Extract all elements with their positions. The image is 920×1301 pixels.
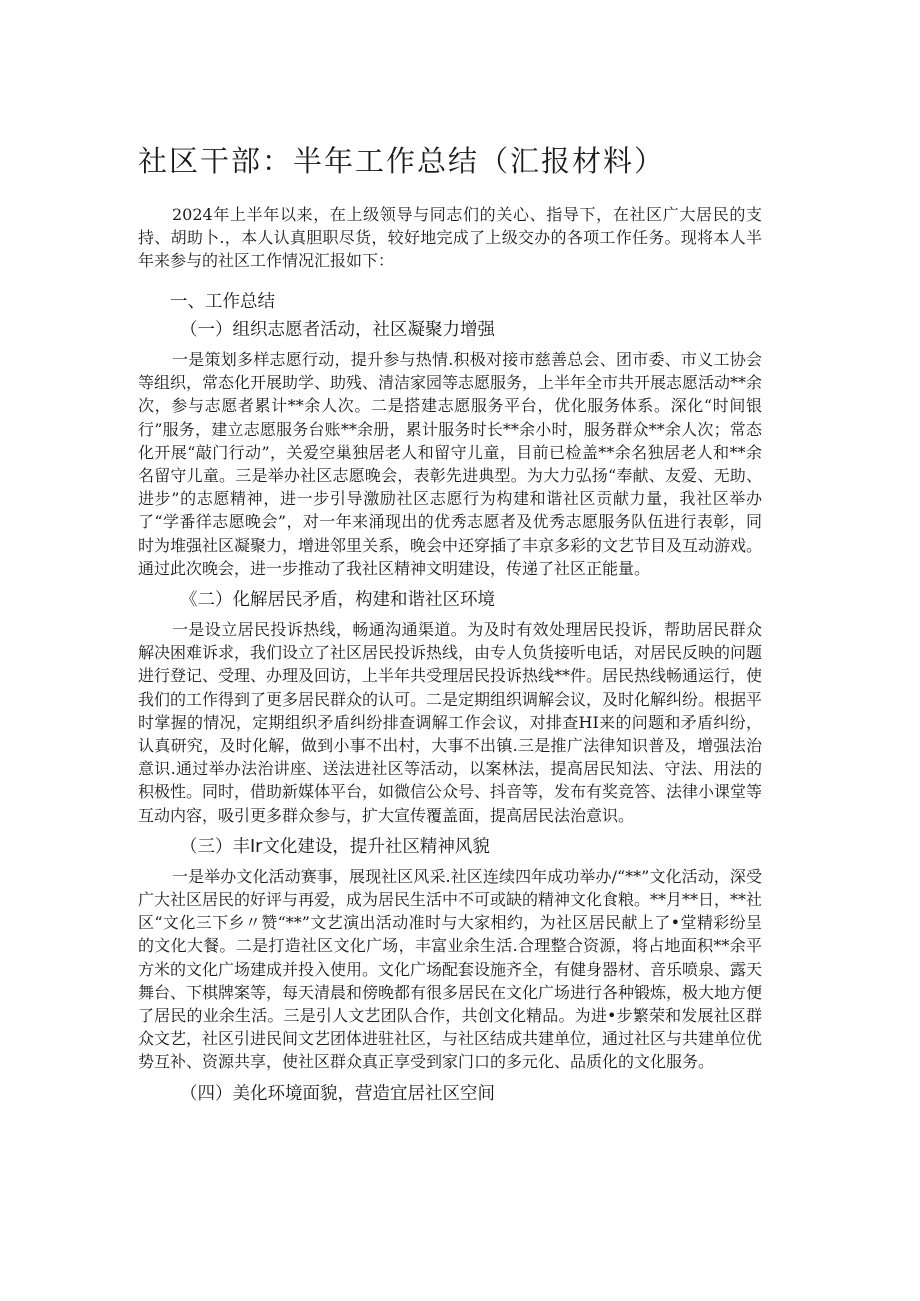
subsection-body-culture: 一是举办文化活动赛事，展现社区风采.社区连续四年成功举办/“**”文化活动，深受广大社区居民的好评与再爱，成为居民生活中不可或缺的精神文化食粮。**月**日，**社区“文化三下乡〃赞“**”文艺演出活动准时与大家相约，为社区居民献上了•堂精彩纷呈的文化大餐。二是打造社区文化广场，丰富业余生活.合理整合资源，将占地面积**余平方米的文化广场建成并投入使用。文化广场配套设施齐全，有健身器材、音乐喷泉、露天舞台、下棋牌案等，每天清晨和傍晚都有很多居民在文化广场进行各种锻炼，极大地方便了居民的业余生活。三是引人文艺团队合作，共创文化精品。为进•步繁荣和发展社区群众文艺，社区引进民间文艺团体进驻社区，与社区结成共建单位，通过社区与共建单位优势互补、资源共享，使社区群众真正享受到家门口的多元化、品质化的文化服务。 [138, 866, 763, 1072]
subsection-body-resident-disputes: 一是设立居民投诉热线，畅通沟通渠道。为及时有效处理居民投诉，帮助居民群众解决困难诉求，我们设立了社区居民投诉热线，由专人负货接听电话，对居民反映的问题进行登记、受理、办理及回访，上半年共受理居民投诉热线**件。居民热线畅通运行，使我们的工作得到了更多居民群众的认可。二是定期组织调解会议，及时化解纠纷。根据平时掌握的情况，定期组织矛盾纠纷排查调解工作会议，对排查HI来的问题和矛盾纠纷，认真研究，及时化解，做到小事不出村，大事不出镇.三是推广法律知识普及，增强法治意识.通过举办法治讲座、送法进社区等活动，以案林法，提高居民知法、守法、用法的积极性。同时，借助新媒体平台，如微信公众号、抖音等，发布有奖竞答、法律小课堂等互动内容，吸引更多群众参与，扩大宣传覆盖面，提高居民法治意识。 [138, 620, 763, 825]
document-title: 社区干部：半年工作总结（汇报材料） [138, 144, 666, 178]
subsection-heading-resident-disputes: 《二）化解居民矛盾，构建和谐社区环境 [180, 590, 495, 611]
section-heading-work-summary: 一、工作总结 [170, 292, 275, 312]
subsection-heading-culture: （三）丰Ir文化建设，提升社区精神风貌 [180, 836, 490, 857]
subsection-heading-volunteer: （一）组织志愿者活动，社区凝聚力增强 [180, 320, 495, 340]
intro-paragraph: 2024年上半年以来，在上级领导与同志们的关心、指导下，在社区广大居民的支持、胡助卜.，本人认真胆职尽货，较好地完成了上级交办的各项工作任务。现将本人半年来参与的社区工作情况汇报如下： [138, 205, 762, 270]
subsection-heading-environment: （四）美化环境面貌，营造宜居社区空间 [180, 1083, 495, 1104]
subsection-body-volunteer: 一是策划多样志愿行动，提升参与热情.积极对接市慈善总会、团市委、市义工协会等组织，常态化开展助学、助残、清洁家园等志愿服务，上半年全市共开展志愿活动**余次，参与志愿者累计**余人次。二是搭建志愿服务平台，优化服务体系。深化“时间银行”服务，建立志愿服务台账**余册，累计服务时长**余小时，服务群众**余人次；常态化开展“敲门行动”，关爱空巢独居老人和留守儿童，目前已检盖**余名独居老人和**余名留守儿童。三是举办社区志愿晚会，表彰先进典型。为大力弘扬“奉献、友爱、无助、进步”的志愿精神，进一步引导激励社区志愿行为构建和谐社区贡献力量，我社区举办了“学番徉志愿晚会”，对一年来涌现出的优秀志愿者及优秀志愿服务队伍进行表彰，同时为堆强社区凝聚力，增进邻里关系，晚会中还穿插了丰京多彩的文艺节目及互动游戏。通过此次晚会，进一步推动了我社区精神文明建设，传递了社区正能量。 [138, 350, 763, 578]
